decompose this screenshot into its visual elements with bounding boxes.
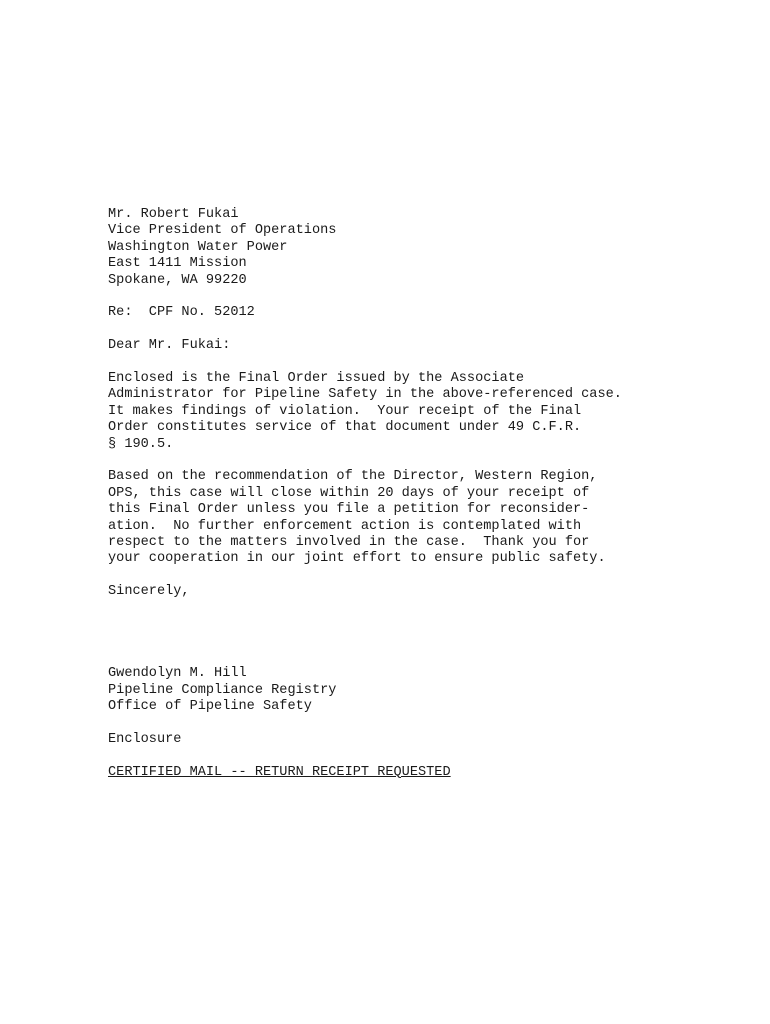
paragraph-2 <box>108 469 748 567</box>
closing: Sincerely, <box>108 584 190 600</box>
signer-office: Office of Pipeline Safety <box>108 699 312 715</box>
paragraph-2-line: your cooperation in our joint effort to ensure public safety. <box>108 551 606 567</box>
recipient-title: Vice President of Operations <box>108 223 337 239</box>
signer-name: Gwendolyn M. Hill <box>108 666 247 682</box>
paragraph-1-line: Enclosed is the Final Order issued by the Associate <box>108 371 525 387</box>
recipient-name: Mr. Robert Fukai <box>108 207 239 222</box>
paragraph-1-line: Order constitutes service of that document under 49 C.F.R. <box>108 420 582 436</box>
letter <box>108 207 748 781</box>
paragraph-1-line: § 190.5. <box>108 436 174 452</box>
certified-mail-notice: CERTIFIED MAIL -- RETURN RECEIPT REQUESTED <box>108 764 451 780</box>
recipient-company: Washington Water Power <box>108 239 288 255</box>
paragraph-2-line: Based on the recommendation of the Director, Western Region, <box>108 469 598 485</box>
salutation: Dear Mr. Fukai: <box>108 338 231 354</box>
paragraph-2-line: ation. No further enforcement action is contemplated with <box>108 518 582 534</box>
signature-block <box>108 666 748 715</box>
enclosure-note: Enclosure <box>108 731 182 747</box>
recipient-address <box>108 207 748 289</box>
signer-title: Pipeline Compliance Registry <box>108 682 337 698</box>
paragraph-2-line: respect to the matters involved in the case. Thank you for <box>108 535 590 551</box>
paragraph-1-line: It makes findings of violation. Your receipt of the Final <box>108 403 582 419</box>
paragraph-1-line: Administrator for Pipeline Safety in the above-referenced case. <box>108 387 622 403</box>
paragraph-2-line: OPS, this case will close within 20 days of your receipt of <box>108 485 590 501</box>
paragraph-1 <box>108 371 748 453</box>
paragraph-2-line: this Final Order unless you file a petition for reconsider- <box>108 502 590 518</box>
recipient-city-state-zip: Spokane, WA 99220 <box>108 272 247 288</box>
re-line: Re: CPF No. 52012 <box>108 305 255 321</box>
recipient-street: East 1411 Mission <box>108 256 247 272</box>
